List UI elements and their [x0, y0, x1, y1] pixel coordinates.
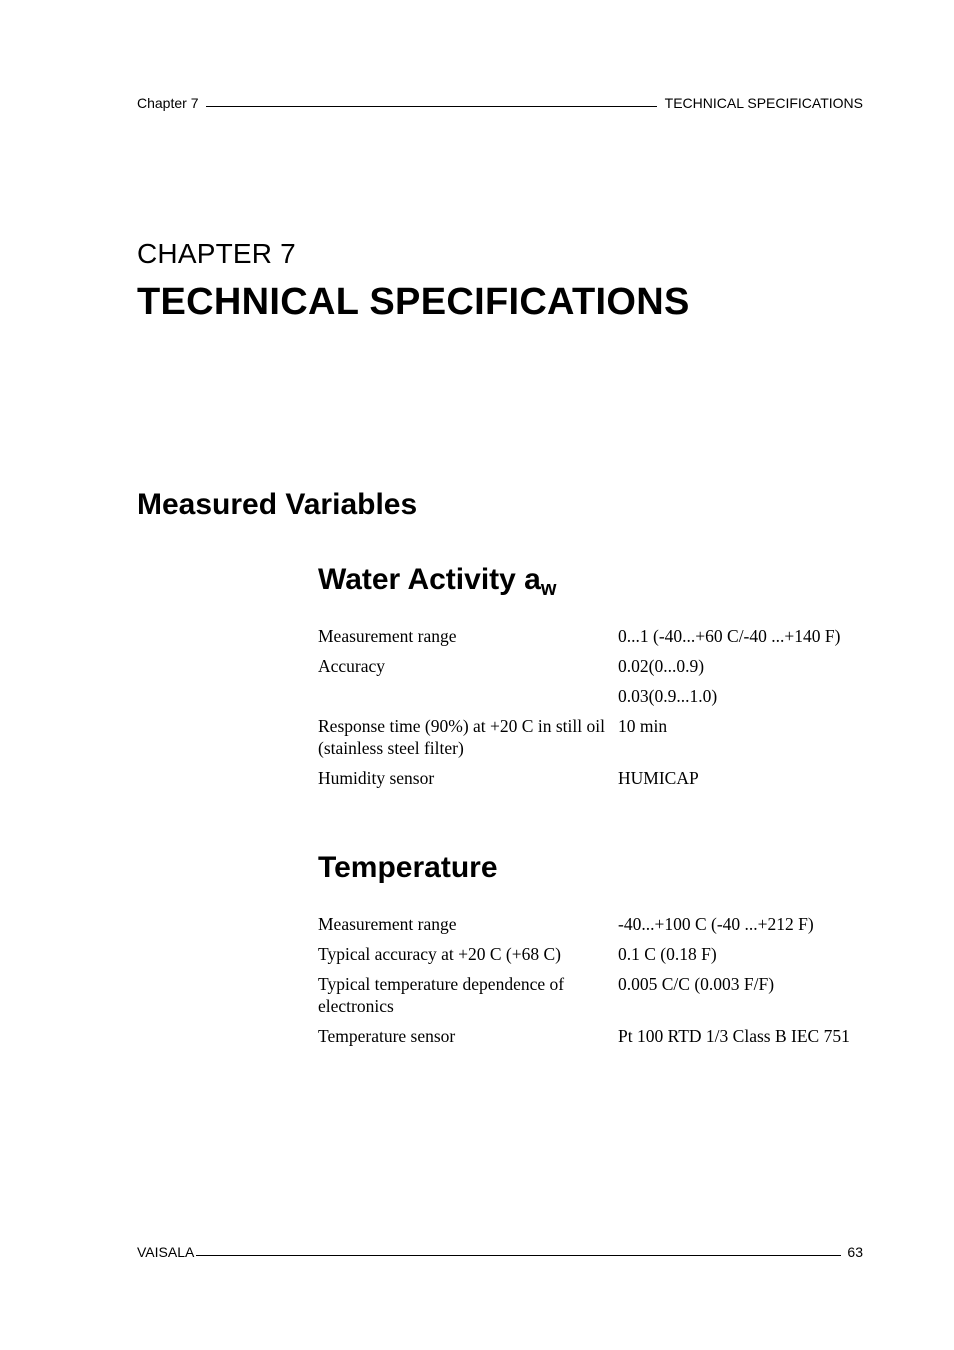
spec-label: Measurement range	[318, 626, 457, 646]
spec-label: Humidity sensor	[318, 768, 435, 788]
spec-value: 0.1 C (0.18 F)	[618, 944, 717, 964]
footer-rule	[196, 1255, 841, 1256]
spec-value: Pt 100 RTD 1/3 Class B IEC 751	[618, 1026, 850, 1046]
water-activity-spec-table	[318, 625, 878, 797]
header-chapter: Chapter 7	[137, 95, 199, 111]
table-row	[318, 913, 878, 943]
table-row	[318, 1025, 878, 1055]
spec-label: Typical accuracy at +20 C (+68 C)	[318, 944, 562, 964]
spec-label: Accuracy	[318, 656, 386, 676]
spec-value: 10 min	[618, 716, 668, 736]
table-row	[318, 655, 878, 685]
page-footer	[137, 1240, 863, 1260]
page-number: 63	[847, 1244, 863, 1260]
table-row	[318, 715, 878, 767]
temperature-title: Temperature	[318, 851, 498, 884]
table-row	[318, 943, 878, 973]
water-activity-title-text: Water Activity a	[318, 563, 541, 596]
spec-value: HUMICAP	[618, 768, 699, 788]
footer-company: VAISALA	[137, 1244, 195, 1260]
spec-label: Typical temperature dependence of electronics	[318, 974, 565, 1016]
spec-label	[318, 685, 618, 715]
spec-value: 0.02(0...0.9)	[618, 656, 705, 676]
spec-label: Measurement range	[318, 914, 457, 934]
water-activity-title	[318, 563, 556, 601]
table-row	[318, 685, 878, 715]
temperature-spec-table	[318, 913, 878, 1055]
spec-label: Response time (90%) at +20 C in still oil (stainless steel filter)	[318, 716, 605, 758]
spec-label: Temperature sensor	[318, 1026, 456, 1046]
spec-value: -40...+100 C (-40 ...+212 F)	[618, 914, 814, 934]
table-row	[318, 973, 878, 1025]
water-activity-title-subscript: w	[540, 578, 557, 600]
chapter-label: CHAPTER 7	[137, 238, 296, 269]
spec-value: 0...1 (-40...+60 C/-40 ...+140 F)	[618, 626, 841, 646]
chapter-title: TECHNICAL SPECIFICATIONS	[137, 281, 690, 323]
spec-value: 0.03(0.9...1.0)	[618, 686, 718, 706]
header-rule	[206, 106, 656, 107]
section-title: Measured Variables	[137, 488, 418, 521]
header-section: TECHNICAL SPECIFICATIONS	[664, 95, 863, 111]
spec-value: 0.005 C/C (0.003 F/F)	[618, 974, 775, 994]
table-row	[318, 625, 878, 655]
table-row	[318, 767, 878, 797]
page-header	[137, 91, 863, 111]
